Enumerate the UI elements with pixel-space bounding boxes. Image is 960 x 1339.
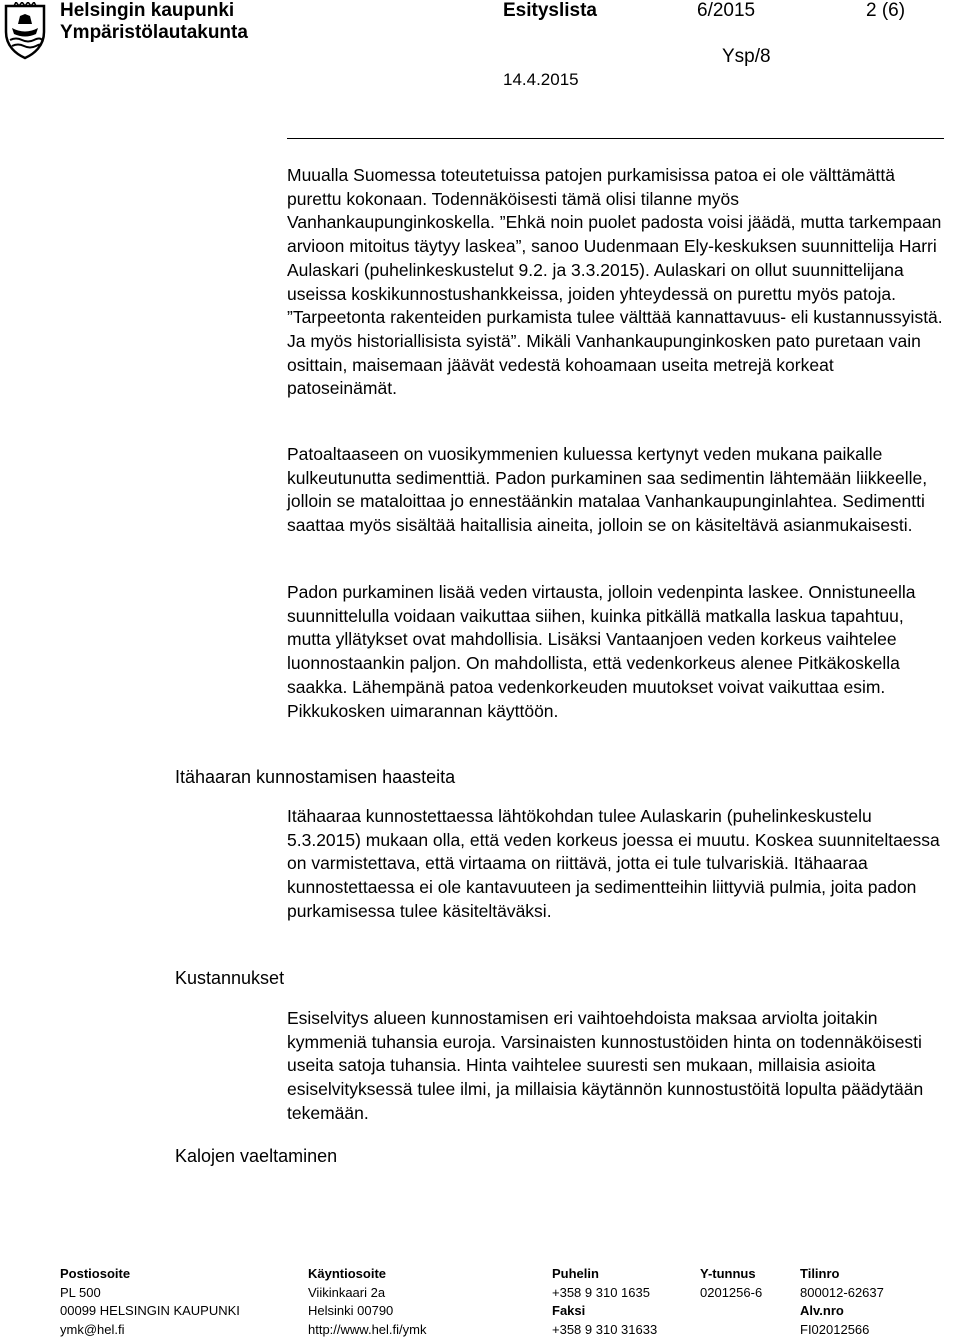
meeting-date: 14.4.2015 [503,70,579,90]
footer-value: 800012-62637 [800,1284,884,1303]
organization-name: Helsingin kaupunki [60,0,234,22]
paragraph-partial-removal: Muualla Suomessa toteutetuissa patojen purkamisissa patoa ei ole välttämättä purettu kokonaan. Todennäköisesti tämä olisi tilanne myös Vanhankaupunginkoskella. ”Ehkä noin puolet padosta voisi jäädä, mutta tarkempaan arvioon mitoitus täytyy laskea”, sanoo Uudenmaan Ely-keskuksen suunnittelija Harri Aulaskari (puhelinkeskustelut 9.2. ja 3.3.2015). Aulaskari on ollut suunnittelijana useissa koskikunnostushankkeissa, joiden yhteydessä on purettu myös patoja. ”Tarpeetonta rakenteiden purkamista tulee välttää kannattavuus- eli kustannussyistä. Ja myös historiallisista syistä”. Mikäli Vanhankaupunginkosken pato puretaan vain osittain, maisemaan jäävät vedestä kohoamaan useita metrejä korkeat patoseinämät. [287,164,947,401]
footer-value: Helsinki 00790 [308,1302,426,1321]
committee-name: Ympäristölautakunta [60,22,248,44]
helsinki-crest-logo [2,2,48,60]
footer-label: Y-tunnus [700,1265,762,1284]
document-number: 6/2015 [697,0,755,22]
footer-value: PL 500 [60,1284,240,1303]
footer-postal-address [60,1265,240,1339]
footer-email-link[interactable]: ymk@hel.fi [60,1321,240,1339]
footer-value: 0201256-6 [700,1284,762,1303]
footer-website-link[interactable]: http://www.hel.fi/ymk [308,1321,426,1339]
footer-label: Tilinro [800,1265,884,1284]
footer-label: Käyntiosoite [308,1265,426,1284]
side-heading-costs: Kustannukset [175,967,284,990]
paragraph-costs: Esiselvitys alueen kunnostamisen eri vaihtoehdoista maksaa arviolta joitakin kymmeniä tuhansia euroja. Varsinaisten kunnostustöiden hinta on todennäköisesti useita satoja tuhansia. Hinta vaihtelee suuresti sen mukaan, millaisia asioita esiselvityksessä tulee ilmi, ja millaisia käytännön kunnostustöitä lopulta päädytään tekemään. [287,1007,947,1126]
footer-value: +358 9 310 31633 [552,1321,657,1339]
page-number: 2 (6) [866,0,905,22]
footer-phone [552,1265,657,1339]
document-title: Esityslista [503,0,597,22]
paragraph-water-level: Padon purkaminen lisää veden virtausta, jolloin vedenpinta laskee. Onnistuneella suunnittelulla voidaan vaikuttaa siihen, kuinka pitkällä matkalla laskua tapahtuu, mutta yllätykset ovat mahdollisia. Lisäksi Vantaanjoen veden korkeus vaihtelee luonnostaankin paljon. On mahdollista, että vedenkorkeus alenee Pitkäkoskella saakka. Lähempänä patoa vedenkorkeuden muutokset voivat vaikuttaa esim. Pikkukosken uimarannan käyttöön. [287,581,947,723]
footer-visiting-address [308,1265,426,1339]
footer-label: Postiosoite [60,1265,240,1284]
footer-label: Faksi [552,1302,657,1321]
footer-value: +358 9 310 1635 [552,1284,657,1303]
footer-label: Alv.nro [800,1302,884,1321]
footer-label: Puhelin [552,1265,657,1284]
side-heading-fish-migration: Kalojen vaeltaminen [175,1145,337,1168]
footer-value: FI02012566 [800,1321,884,1339]
side-heading-challenges: Itähaaran kunnostamisen haasteita [175,766,455,789]
footer-value: 00099 HELSINGIN KAUPUNKI [60,1302,240,1321]
footer-account [800,1265,884,1339]
section-number: Ysp/8 [722,46,771,68]
header-divider [287,138,944,139]
footer-business-id [700,1265,762,1302]
paragraph-sediment: Patoaltaaseen on vuosikymmenien kuluessa kertynyt veden mukana paikalle kulkeutunutta sedimenttiä. Padon purkaminen saa sedimentin lähtemään liikkeelle, jolloin se mataloittaa jo ennestäänkin matalaa Vanhankaupunginlahtea. Sedimentti saattaa myös sisältää haitallisia aineita, jolloin se on käsiteltävä asianmukaisesti. [287,443,947,538]
paragraph-east-branch: Itähaaraa kunnostettaessa lähtökohdan tulee Aulaskarin (puhelinkeskustelu 5.3.2015) mukaan olla, että veden korkeus joessa ei muutu. Koskea suunniteltaessa on varmistettava, että virtaama on riittävä, jotta ei tule tulvariskiä. Itähaaraa kunnostettaessa ei ole kantavuuteen ja sedimentteihin liittyviä pulmia, joita padon purkamisessa tulee käsiteltäväksi. [287,805,947,924]
footer-value: Viikinkaari 2a [308,1284,426,1303]
